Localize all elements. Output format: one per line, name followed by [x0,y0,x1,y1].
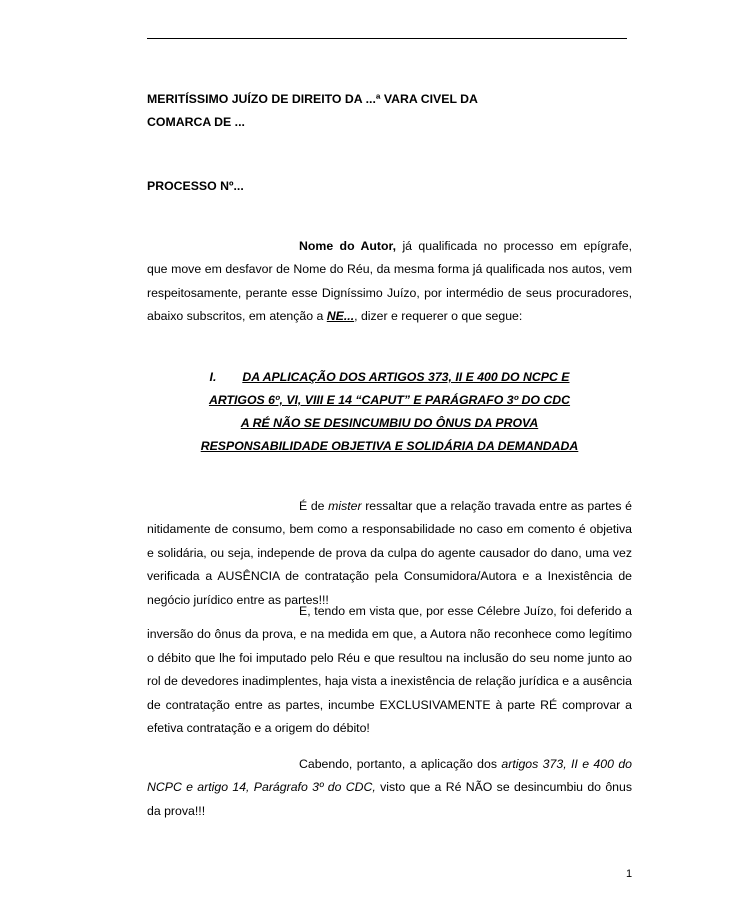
ne-reference: NE... [326,309,355,324]
p1-mister: mister [328,499,362,513]
body-paragraph-2 [147,600,632,740]
p3-articles: artigos 373, II e 400 do NCPC e artigo 14, Parágrafo 3º do CDC, [147,757,632,795]
court-address-line-1: MERITÍSSIMO JUÍZO DE DIREITO DA ...ª VARA CIVEL DA [147,92,478,106]
process-number: PROCESSO Nº... [147,179,244,193]
section-title-text-1: DA APLICAÇÃO DOS ARTIGOS 373, II E 400 DO NCPC E [242,370,570,384]
section-title-line-1 [147,366,632,389]
p1-text-b: ressaltar que a relação travada entre as partes é nitidamente de consumo, bem como a responsabilidade no caso em comento é objetiva e solidária, ou seja, independe de prova da culpa do agente causador do dano, uma vez verificada a AUSÊNCIA de contratação pela Consumidora/Autora e a Inexistência de negócio jurídico entre as partes!!! [147,499,632,607]
p3-text-b: visto que a Ré NÃO se desincumbiu do ônus da prova!!! [147,780,632,818]
intro-text-1: já qualificada no processo em epígrafe, que move em desfavor de Nome do Réu, da mesma forma já qualificada nos autos, vem respeitosamente, perante esse Digníssimo Juízo, por intermédio de seus procuradores, abaixo subscritos, em atenção a [147,239,632,324]
intro-paragraph [147,235,632,329]
p1-text-a: É de [299,499,329,513]
intro-text-2: , dizer e requerer o que segue: [354,309,523,324]
top-rule [147,38,627,39]
body-paragraph-1 [147,495,632,612]
p3-text-a: Cabendo, portanto, a aplicação dos [299,757,502,771]
section-title-line-2: ARTIGOS 6º, VI, VIII E 14 “CAPUT” E PARÁGRAFO 3º DO CDC [208,393,571,407]
court-address-line-2: COMARCA DE ... [147,115,245,129]
section-title-line-3: A RÉ NÃO SE DESINCUMBIU DO ÔNUS DA PROVA [240,416,539,430]
body-paragraph-3 [147,753,632,823]
author-name: Nome do Autor, [299,239,397,253]
section-title-line-4: RESPONSABILIDADE OBJETIVA E SOLIDÁRIA DA DEMANDADA [200,439,579,453]
section-numeral: I. [209,370,217,384]
page-number: 1 [626,868,633,880]
p2-text: E, tendo em vista que, por esse Célebre Juízo, foi deferido a inversão do ônus da prova, e na medida em que, a Autora não reconhece como legítimo o débito que lhe foi imputado pelo Réu e que resultou na inclusão do seu nome junto ao rol de devedores inadimplentes, haja vista a inexistência de relação jurídica e a ausência de contratação entre as partes, incumbe EXCLUSIVAMENTE à parte RÉ comprovar a efetiva contratação e a origem do débito! [147,604,632,736]
